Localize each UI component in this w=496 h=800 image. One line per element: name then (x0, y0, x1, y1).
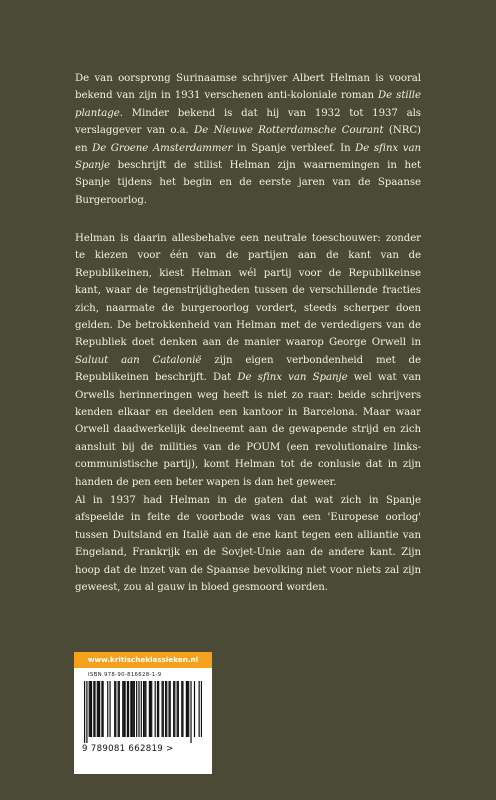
barcode-bar (133, 681, 134, 737)
blurb-paragraph-3 (75, 492, 421, 596)
barcode-bar (158, 681, 159, 737)
barcode-bar (89, 681, 90, 737)
barcode-bar (101, 681, 102, 737)
italic-title: Saluut aan Catalonië (75, 354, 202, 366)
barcode-bar (103, 681, 104, 737)
barcode-bar (84, 681, 85, 743)
barcode-bar (194, 681, 195, 737)
barcode-bar (162, 681, 163, 737)
italic-title: De Nieuwe Rotterdamsche Courant (194, 125, 384, 137)
barcode-bar (94, 681, 95, 737)
barcode-bar (122, 681, 123, 737)
italic-title: De sfinx van Spanje (75, 142, 422, 172)
barcode-bar (201, 681, 202, 737)
isbn-label: ISBN 978-90-816628-1-9 (88, 672, 162, 678)
barcode-bar (119, 681, 120, 737)
barcode-digits: 9 789081 662819 > (82, 744, 174, 754)
barcode-bar (188, 681, 189, 737)
barcode-label (74, 652, 212, 774)
barcode-bar (109, 681, 110, 737)
barcode-bar (149, 681, 150, 737)
text-run: zijn eigen verbondenheid met de Republikeinen beschrijft. Dat (75, 354, 421, 384)
barcode-bar (115, 681, 116, 737)
italic-title: De sfinx van Spanje (237, 372, 348, 384)
barcode-bar (134, 681, 135, 737)
text-run: Al in 1937 had Helman in de gaten dat wat zich in Spanje afspeelde in feite de voorbode was van een 'Europese oorlog' tussen Duitsland en Italië aan de ene kant tegen een alliantie van Engeland, Frankrijk en de Sovjet-Unie aan de andere kant. Zijn hoop dat de inzet van de Spaanse bevolking niet voor niets zal zijn geweest, zou al gauw in bloed gesmoord worden. (75, 495, 421, 594)
barcode-bar (124, 681, 125, 737)
barcode-bar (90, 681, 91, 737)
barcode-bar (107, 681, 108, 737)
barcode-bar (174, 681, 175, 737)
publisher-url[interactable]: www.kritischeklassieken.nl (74, 652, 212, 668)
barcode-bar (93, 681, 94, 737)
barcode-bar (181, 681, 182, 737)
text-run: beschrijft de stilist Helman zijn waarnemingen in het Spanje tijdens het begin en de eerste jaren van de Spaanse Burgeroorlog. (75, 160, 421, 206)
barcode-bar (86, 681, 87, 743)
barcode-bar (187, 681, 188, 737)
barcode-bar (141, 681, 142, 737)
barcode-bar (178, 681, 179, 737)
italic-title: De Groene Amsterdammer (92, 142, 233, 154)
barcode-bar (170, 681, 171, 737)
text-run: in Spanje verbleef. In (232, 142, 356, 154)
barcode-bar (163, 681, 164, 737)
barcode-bar (97, 681, 98, 737)
text-run: De van oorsprong Surinaamse schrijver Albert Helman is vooral bekend van zijn in 1931 verschenen anti-koloniale roman (75, 73, 421, 102)
barcode-bar (128, 681, 129, 737)
barcode-bar (168, 681, 169, 737)
barcode-bar (150, 681, 151, 737)
text-run: Helman is daarin allesbehalve een neutrale toeschouwer: zonder te kiezen voor één van de partijen aan de kant van de Republikeinen, kiest Helman wél partij voor de Republikeinse kant, waar de tegenstrijdigheden tussen de verschillende fracties zich, naarmate de burgeroorlog vordert, steeds scherper doen gelden. De betrokkenheid van Helman met de verdedigers van de Republiek doet denken aan de manier waarop George Orwell in (75, 233, 421, 349)
barcode-bar (173, 681, 174, 737)
text-run: . Minder bekend is dat hij van 1932 tot 1937 als verslaggever van o.a. (75, 107, 421, 137)
barcode-bar (166, 681, 167, 737)
barcode-bar (155, 681, 156, 737)
barcode-bar (145, 681, 146, 737)
italic-title: De stille plantage (75, 90, 421, 119)
barcode-bar (151, 681, 152, 737)
barcode-bar (199, 681, 200, 737)
barcode-bar (138, 681, 139, 737)
barcode-bar (91, 681, 92, 737)
barcode-bar (165, 681, 166, 737)
barcode-bar (182, 681, 183, 737)
barcode-bar (130, 681, 131, 737)
barcode-bar (99, 681, 100, 737)
barcode-bar (144, 681, 145, 737)
barcode-bar (123, 681, 124, 737)
text-run: (NRC) en (75, 125, 421, 154)
barcode-bars (84, 681, 202, 743)
barcode-bar (143, 681, 144, 737)
barcode-bar (114, 681, 115, 737)
blurb-paragraph-2 (75, 230, 421, 491)
barcode-bar (186, 681, 187, 737)
barcode-bar (136, 681, 137, 737)
barcode-bar (177, 681, 178, 737)
blurb-paragraph-1 (75, 70, 421, 209)
barcode-bar (118, 681, 119, 737)
text-run: wel wat van Orwells herinneringen weg heeft is niet zo raar: beide schrijvers kenden elkaar en deelden een kantoor in Barcelona. Maar waar Orwell daadwerkelijk deelneemt aan de gewapende strijd en zich aansluit bij de milities van de POUM (een revolutionaire links-communistische partij), komt Helman tot de conlusie dat in zijn handen de pen een beter wapen is dan het geweer. (75, 372, 421, 488)
barcode-bar (157, 681, 158, 737)
barcode-bar (98, 681, 99, 737)
barcode-bar (127, 681, 128, 737)
barcode-bar (190, 681, 191, 743)
barcode-bar (131, 681, 132, 737)
